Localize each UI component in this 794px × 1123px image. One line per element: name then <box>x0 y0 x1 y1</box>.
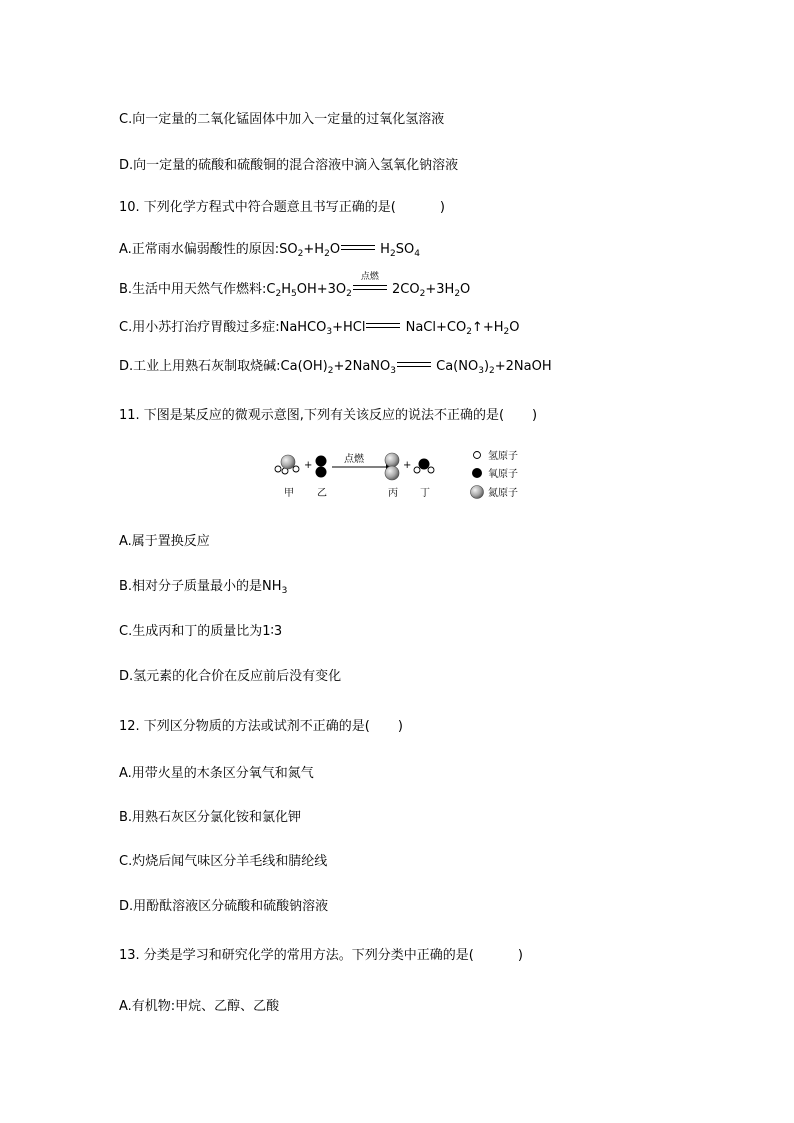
reaction-microscopic-diagram <box>270 449 530 505</box>
q11-stem-text: 11. 下图是某反应的微观示意图,下列有关该反应的说法不正确的是( <box>119 408 505 423</box>
sub: 3 <box>478 366 484 376</box>
sub: 2 <box>419 289 426 299</box>
reaction-condition: 点燃 <box>360 272 379 282</box>
q13-close-paren: ) <box>517 948 523 963</box>
q13-option-a: A.有机物:甲烷、乙醇、乙酸 <box>119 999 280 1014</box>
q13-stem <box>119 948 523 964</box>
q11-option-c: C.生成丙和丁的质量比为1∶3 <box>119 624 283 639</box>
label-ding: 丁 <box>420 488 430 499</box>
q11-stem <box>119 408 537 424</box>
q10-d-text: +2NaNO <box>333 359 391 374</box>
equals-sign <box>365 318 401 334</box>
label-yi: 乙 <box>317 488 327 499</box>
q10-stem <box>119 200 445 216</box>
q11-close-paren: ) <box>532 408 538 423</box>
plus-sign: + <box>304 460 313 471</box>
sub: 2 <box>454 289 461 299</box>
q12-close-paren: ) <box>397 719 403 734</box>
q10-c-text: NaCl+CO <box>401 320 467 335</box>
sub: 2 <box>324 249 330 259</box>
sub: 2 <box>327 366 334 376</box>
q11-option-a: A.属于置换反应 <box>119 534 210 549</box>
q10-b-text: 2CO <box>387 282 420 297</box>
q10-option-c <box>119 318 519 336</box>
option-d-previous: D.向一定量的硫酸和硫酸铜的混合溶液中滴入氢氧化钠溶液 <box>119 158 459 173</box>
q10-c-text: O <box>509 320 520 335</box>
q13-stem-text: 13. 分类是学习和研究化学的常用方法。下列分类中正确的是( <box>119 948 474 963</box>
equals-sign <box>396 357 432 373</box>
sub: 3 <box>326 327 333 337</box>
legend-nitrogen: 氮原子 <box>488 488 518 499</box>
sub: 3 <box>281 586 288 596</box>
q10-d-text: Ca(NO <box>432 359 479 374</box>
q10-option-a <box>119 240 420 258</box>
q11-option-b <box>119 579 287 595</box>
equals-sign <box>352 272 388 296</box>
sub: 3 <box>390 366 396 376</box>
oxygen-atom-icon <box>472 468 482 478</box>
q10-c-text: +HCl <box>332 320 366 335</box>
label-bing: 丙 <box>388 488 398 499</box>
q10-close-paren: ) <box>439 200 445 215</box>
q12-option-d: D.用酚酞溶液区分硫酸和硫酸钠溶液 <box>119 899 329 914</box>
q10-b-text: O <box>460 282 471 297</box>
q10-c-text: ↑+H <box>471 320 504 335</box>
molecule-jia <box>275 455 299 474</box>
option-c-previous: C.向一定量的二氧化锰固体中加入一定量的过氧化氢溶液 <box>119 112 445 127</box>
sub: 5 <box>291 289 297 299</box>
q10-option-b <box>119 272 471 299</box>
q10-a-text: A.正常雨水偏弱酸性的原因:SO <box>119 242 298 257</box>
sub: 2 <box>466 327 472 337</box>
q10-option-d <box>119 357 552 375</box>
q12-option-b: B.用熟石灰区分氯化铵和氯化钾 <box>119 810 302 825</box>
plus-sign: + <box>403 460 412 471</box>
label-jia: 甲 <box>284 488 294 499</box>
q10-a-text: O <box>329 242 341 257</box>
q11-b-text: B.相对分子质量最小的是NH <box>119 579 282 594</box>
hydrogen-atom-icon <box>474 452 481 459</box>
legend-oxygen: 氧原子 <box>488 469 518 480</box>
q10-b-text: OH+3O <box>296 282 347 297</box>
q12-stem <box>119 719 403 735</box>
nitrogen-atom-icon <box>471 486 484 499</box>
q10-a-text: +H <box>303 242 325 257</box>
sub: 2 <box>297 249 304 259</box>
q10-a-text: H <box>376 242 390 257</box>
sub: 2 <box>489 366 495 376</box>
q10-d-text: ) <box>483 359 490 374</box>
sub: 2 <box>275 289 282 299</box>
q10-d-text: +2NaOH <box>494 359 552 374</box>
q10-b-text: B.生活中用天然气作燃料:C <box>119 282 276 297</box>
q10-b-text: H <box>281 282 292 297</box>
q12-option-c: C.灼烧后闻气味区分羊毛线和腈纶线 <box>119 854 328 869</box>
diagram-legend <box>471 449 519 499</box>
q10-c-text: C.用小苏打治疗胃酸过多症:NaHCO <box>119 320 327 335</box>
sub: 2 <box>389 249 396 259</box>
q10-d-text: D.工业上用熟石灰制取烧碱:Ca(OH) <box>119 359 328 374</box>
molecule-yi <box>316 456 327 478</box>
q11-option-d: D.氢元素的化合价在反应前后没有变化 <box>119 669 342 684</box>
molecule-ding <box>414 459 434 474</box>
equals-sign <box>340 240 376 256</box>
q12-option-a: A.用带火星的木条区分氧气和氮气 <box>119 766 314 781</box>
legend-hydrogen: 氢原子 <box>488 451 518 462</box>
sub: 2 <box>346 289 352 299</box>
arrow-condition: 点燃 <box>344 454 364 465</box>
q10-stem-text: 10. 下列化学方程式中符合题意且书写正确的是( <box>119 200 396 215</box>
q10-b-text: +3H <box>425 282 455 297</box>
sub: 4 <box>414 249 420 259</box>
sub: 2 <box>503 327 510 337</box>
q10-a-text: SO <box>395 242 415 257</box>
q12-stem-text: 12. 下列区分物质的方法或试剂不正确的是( <box>119 719 370 734</box>
